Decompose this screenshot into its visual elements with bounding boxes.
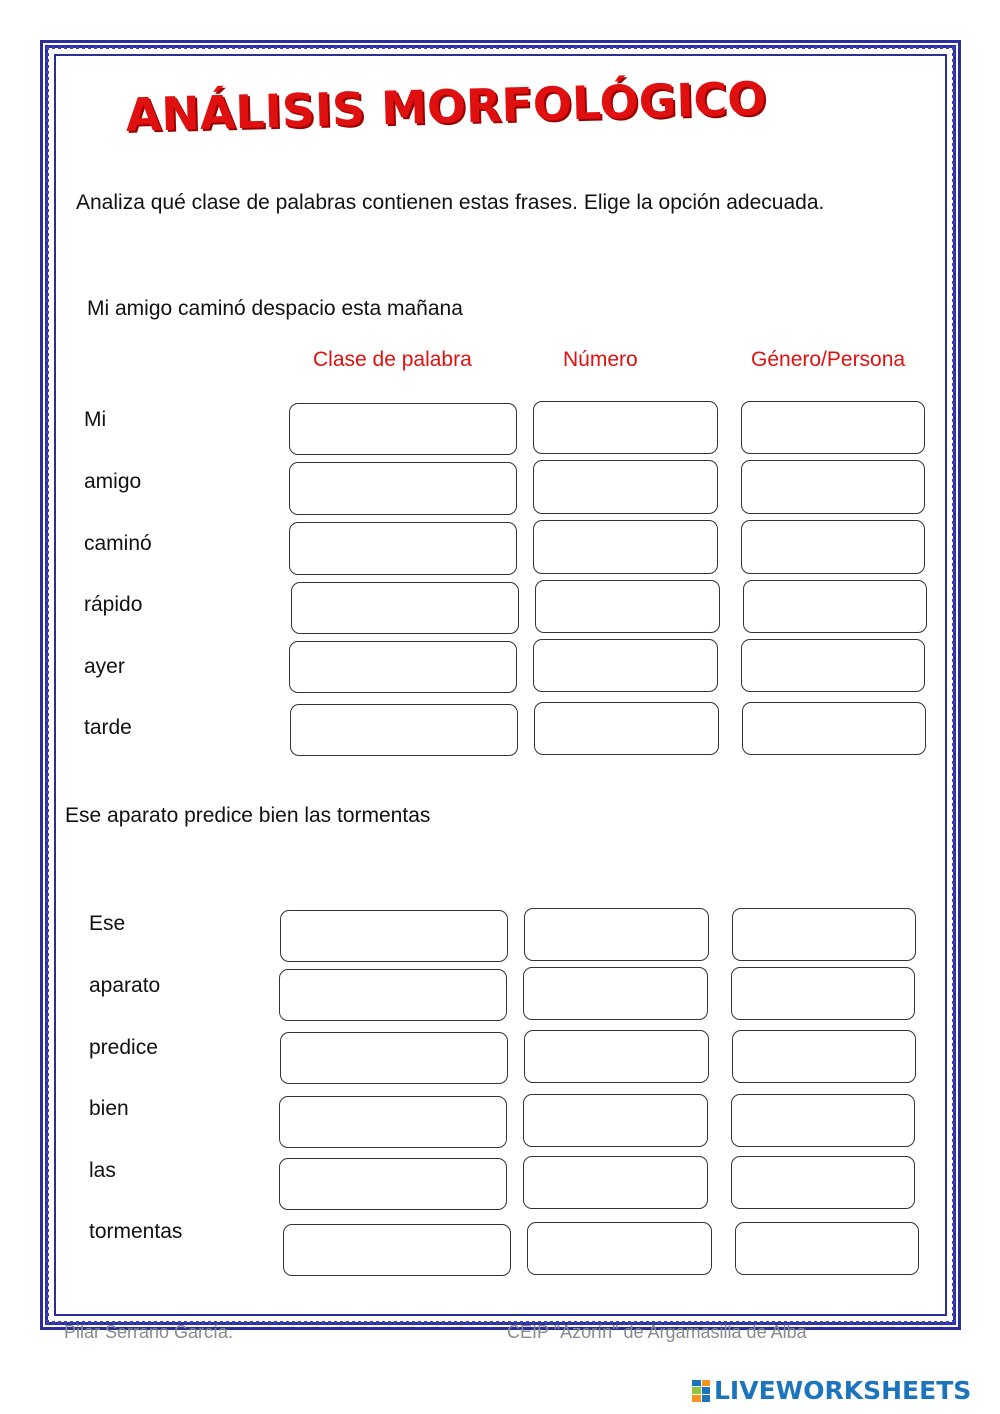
- answer-box-genero[interactable]: [741, 401, 925, 454]
- answer-box-genero[interactable]: [731, 1156, 915, 1209]
- word-label: tarde: [84, 716, 132, 739]
- answer-box-clase[interactable]: [289, 641, 517, 693]
- worksheet-title: ANÁLISIS MORFOLÓGICO: [125, 71, 768, 142]
- answer-box-clase[interactable]: [290, 704, 518, 756]
- column-header-numero: Número: [563, 348, 638, 371]
- answer-box-genero[interactable]: [735, 1222, 919, 1275]
- answer-box-genero[interactable]: [741, 639, 925, 692]
- word-label: amigo: [84, 470, 142, 493]
- answer-box-numero[interactable]: [523, 1156, 708, 1209]
- answer-box-clase[interactable]: [289, 403, 517, 455]
- word-label: las: [89, 1159, 116, 1182]
- answer-box-genero[interactable]: [731, 967, 915, 1020]
- liveworksheets-logo-icon: [692, 1380, 710, 1402]
- instruction-text: Analiza qué clase de palabras contienen estas frases. Elige la opción adecuada.: [76, 191, 825, 214]
- answer-box-numero[interactable]: [523, 1094, 708, 1147]
- word-label: aparato: [89, 974, 161, 997]
- answer-box-numero[interactable]: [533, 520, 718, 574]
- answer-box-clase[interactable]: [279, 1158, 507, 1210]
- answer-box-genero[interactable]: [731, 1094, 915, 1147]
- footer-author: Pilar Serrano García.: [64, 1322, 234, 1342]
- answer-box-genero[interactable]: [741, 520, 925, 574]
- word-label: rápido: [84, 593, 143, 616]
- column-header-clase: Clase de palabra: [313, 348, 472, 371]
- answer-box-genero[interactable]: [742, 702, 926, 755]
- word-label: ayer: [84, 655, 125, 678]
- answer-box-clase[interactable]: [289, 462, 517, 515]
- column-header-genero: Género/Persona: [751, 348, 906, 371]
- word-label: bien: [89, 1097, 129, 1120]
- word-label: predice: [89, 1036, 158, 1059]
- answer-box-numero[interactable]: [533, 639, 718, 692]
- word-label: tormentas: [89, 1220, 183, 1243]
- answer-box-genero[interactable]: [732, 908, 916, 961]
- answer-box-numero[interactable]: [533, 401, 718, 454]
- answer-box-numero[interactable]: [523, 967, 708, 1020]
- answer-box-numero[interactable]: [524, 908, 709, 961]
- answer-box-numero[interactable]: [524, 1030, 709, 1083]
- sentence-2: Ese aparato predice bien las tormentas: [65, 804, 431, 827]
- answer-box-clase[interactable]: [291, 582, 519, 634]
- word-label: Ese: [89, 912, 126, 935]
- answer-box-numero[interactable]: [535, 580, 720, 633]
- answer-box-clase[interactable]: [280, 1032, 508, 1084]
- footer-school: CEIP "Azorín" de Argamasilla de Alba: [507, 1322, 807, 1342]
- answer-box-clase[interactable]: [279, 1096, 507, 1148]
- answer-box-clase[interactable]: [280, 910, 508, 962]
- answer-box-genero[interactable]: [741, 460, 925, 514]
- answer-box-numero[interactable]: [533, 460, 718, 514]
- answer-box-genero[interactable]: [732, 1030, 916, 1083]
- answer-box-numero[interactable]: [534, 702, 719, 755]
- sentence-1: Mi amigo caminó despacio esta mañana: [87, 297, 463, 320]
- answer-box-numero[interactable]: [527, 1222, 712, 1275]
- answer-box-clase[interactable]: [279, 969, 507, 1021]
- answer-box-clase[interactable]: [283, 1224, 511, 1276]
- word-label: caminó: [84, 532, 152, 555]
- answer-box-genero[interactable]: [743, 580, 927, 633]
- answer-box-clase[interactable]: [289, 522, 517, 575]
- liveworksheets-logo: [692, 1376, 971, 1405]
- word-label: Mi: [84, 408, 107, 431]
- brand-name: LIVEWORKSHEETS: [714, 1376, 972, 1405]
